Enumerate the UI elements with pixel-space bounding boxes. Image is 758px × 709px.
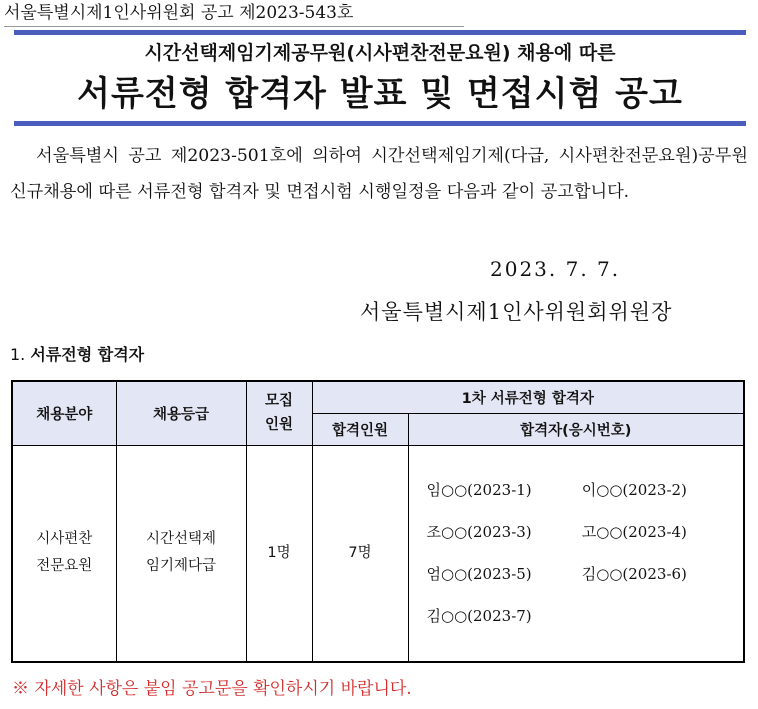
cell-recruit-count: 1명: [246, 445, 312, 662]
notice-body: [10, 138, 748, 210]
cell-grade: 시간선택제 임기제다급: [116, 445, 246, 662]
header-group-first-round: 1차 서류전형 합격자: [312, 381, 744, 413]
header-recruit-count: 모집 인원: [246, 381, 312, 445]
notice-date: 2023. 7. 7.: [490, 257, 621, 281]
document-number: 서울특별시제1인사위원회 공고 제2023-543호: [4, 0, 464, 27]
passer-item: 고○○(2023-4): [581, 523, 687, 542]
passer-item: 임○○(2023-1): [426, 481, 532, 500]
notice-paragraph: 서울특별시 공고 제2023-501호에 의하여 시간선택제임기제(다급, 시사편찬전문요원)공무원 신규채용에 따른 서류전형 합격자 및 면접시험 시행일정을 다음과 같이 공고합니다.: [10, 146, 748, 202]
results-table: [11, 380, 745, 663]
title-rule-top: [14, 30, 746, 35]
passer-item: 조○○(2023-3): [426, 523, 532, 542]
notice-signer: 서울특별시제1인사위원회위원장: [360, 300, 673, 324]
section-heading: [10, 342, 144, 368]
passer-item: 김○○(2023-7): [426, 607, 532, 626]
footnote: ※ 자세한 사항은 붙임 공고문을 확인하시기 바랍니다.: [12, 679, 412, 699]
header-passers: 합격자(응시번호): [408, 413, 744, 445]
passer-item: 엄○○(2023-5): [426, 565, 532, 584]
notice-title: 서류전형 합격자 발표 및 면접시험 공고: [77, 74, 683, 114]
header-field: 채용분야: [12, 381, 116, 445]
passer-item: 김○○(2023-6): [581, 565, 687, 584]
title-rule-bottom: [14, 121, 746, 126]
notice-subtitle: 시간선택제임기제공무원(시사편찬전문요원) 채용에 따른: [144, 42, 616, 64]
passer-item: 이○○(2023-2): [581, 481, 687, 500]
header-grade: 채용등급: [116, 381, 246, 445]
cell-field: 시사편찬 전문요원: [12, 445, 116, 662]
cell-pass-count: 7명: [312, 445, 408, 662]
section-number: 1.: [10, 345, 26, 364]
passer-list: [409, 469, 744, 637]
cell-passers: [408, 445, 744, 662]
header-pass-count: 합격인원: [312, 413, 408, 445]
section-title: 서류전형 합격자: [30, 345, 145, 364]
table-row: [12, 445, 744, 662]
